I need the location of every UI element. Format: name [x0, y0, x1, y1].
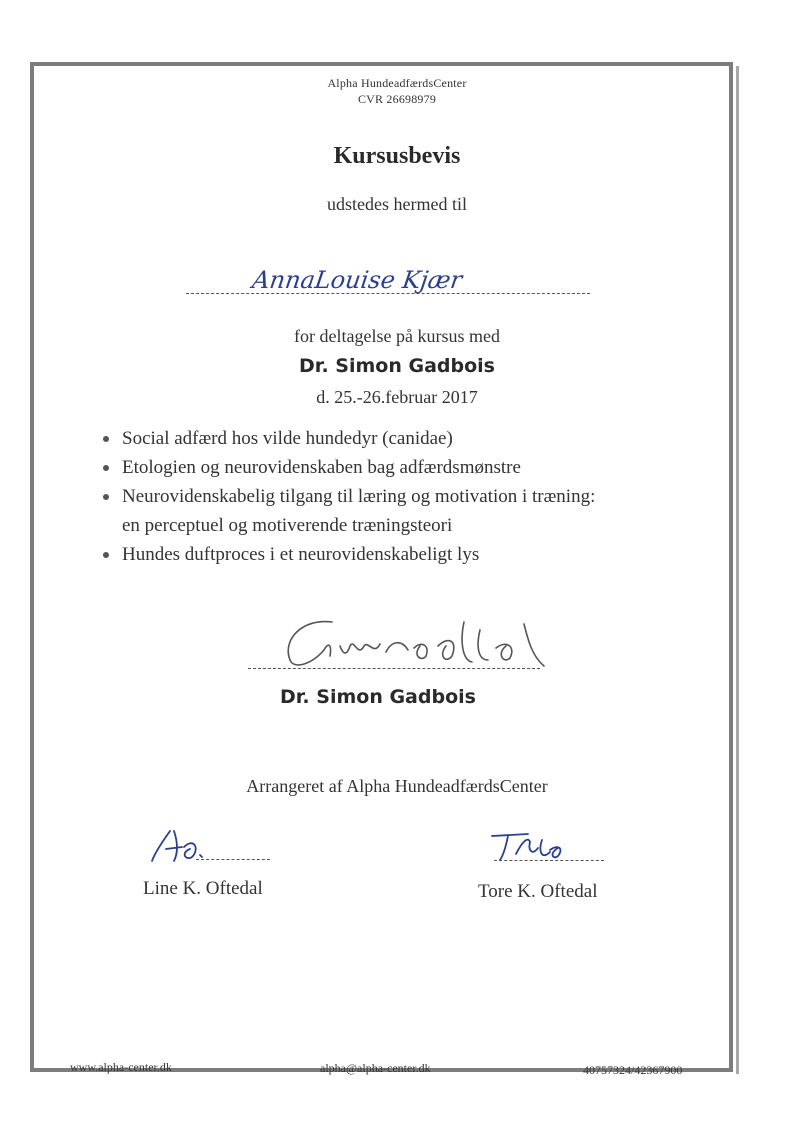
recipient-name-handwriting	[250, 262, 464, 298]
left-signature-line	[196, 859, 270, 860]
right-signature-line	[494, 860, 604, 861]
right-signature-handwriting	[488, 828, 578, 864]
footer-phone: 40757324/42367900	[583, 1063, 683, 1077]
topic-item: Hundes duftproces i et neurovidenskabeligt lys	[100, 540, 700, 569]
footer-email: alpha@alpha-center.dk	[320, 1061, 431, 1075]
course-date: d. 25.-26.februar 2017	[316, 387, 478, 407]
header-cvr: CVR 26698979	[357, 92, 437, 106]
topic-item: Social adfærd hos vilde hundedyr (canidae)	[100, 424, 700, 453]
issued-to-text: udstedes hermed til	[327, 194, 467, 214]
border-shadow	[736, 66, 739, 1074]
instructor-name: Dr. Simon Gadbois	[299, 355, 495, 377]
organizer-text: Arrangeret af Alpha HundeadfærdsCenter	[246, 776, 548, 796]
participation-text: for deltagelse på kursus med	[294, 326, 500, 346]
topic-item: Neurovidenskabelig tilgang til læring og motivation i træning: en perceptuel og motiverende træningsteori	[100, 482, 700, 540]
instructor-signature-name: Dr. Simon Gadbois	[280, 686, 476, 708]
instructor-signature-line	[248, 668, 540, 669]
left-signer-name: Line K. Oftedal	[143, 878, 263, 899]
right-signer-name: Tore K. Oftedal	[478, 881, 598, 902]
header-company: Alpha HundeadfærdsCenter	[327, 76, 467, 90]
certificate-title: Kursusbevis	[333, 143, 461, 169]
topic-list	[100, 424, 700, 569]
topic-item-continuation: en perceptuel og motiverende træningsteori	[122, 515, 453, 536]
footer-website: www.alpha-center.dk	[70, 1060, 172, 1074]
topic-item: Etologien og neurovidenskaben bag adfærdsmønstre	[100, 453, 700, 482]
svg-text:AnnaLouise Kjær: AnnaLouise Kjær	[250, 266, 464, 294]
